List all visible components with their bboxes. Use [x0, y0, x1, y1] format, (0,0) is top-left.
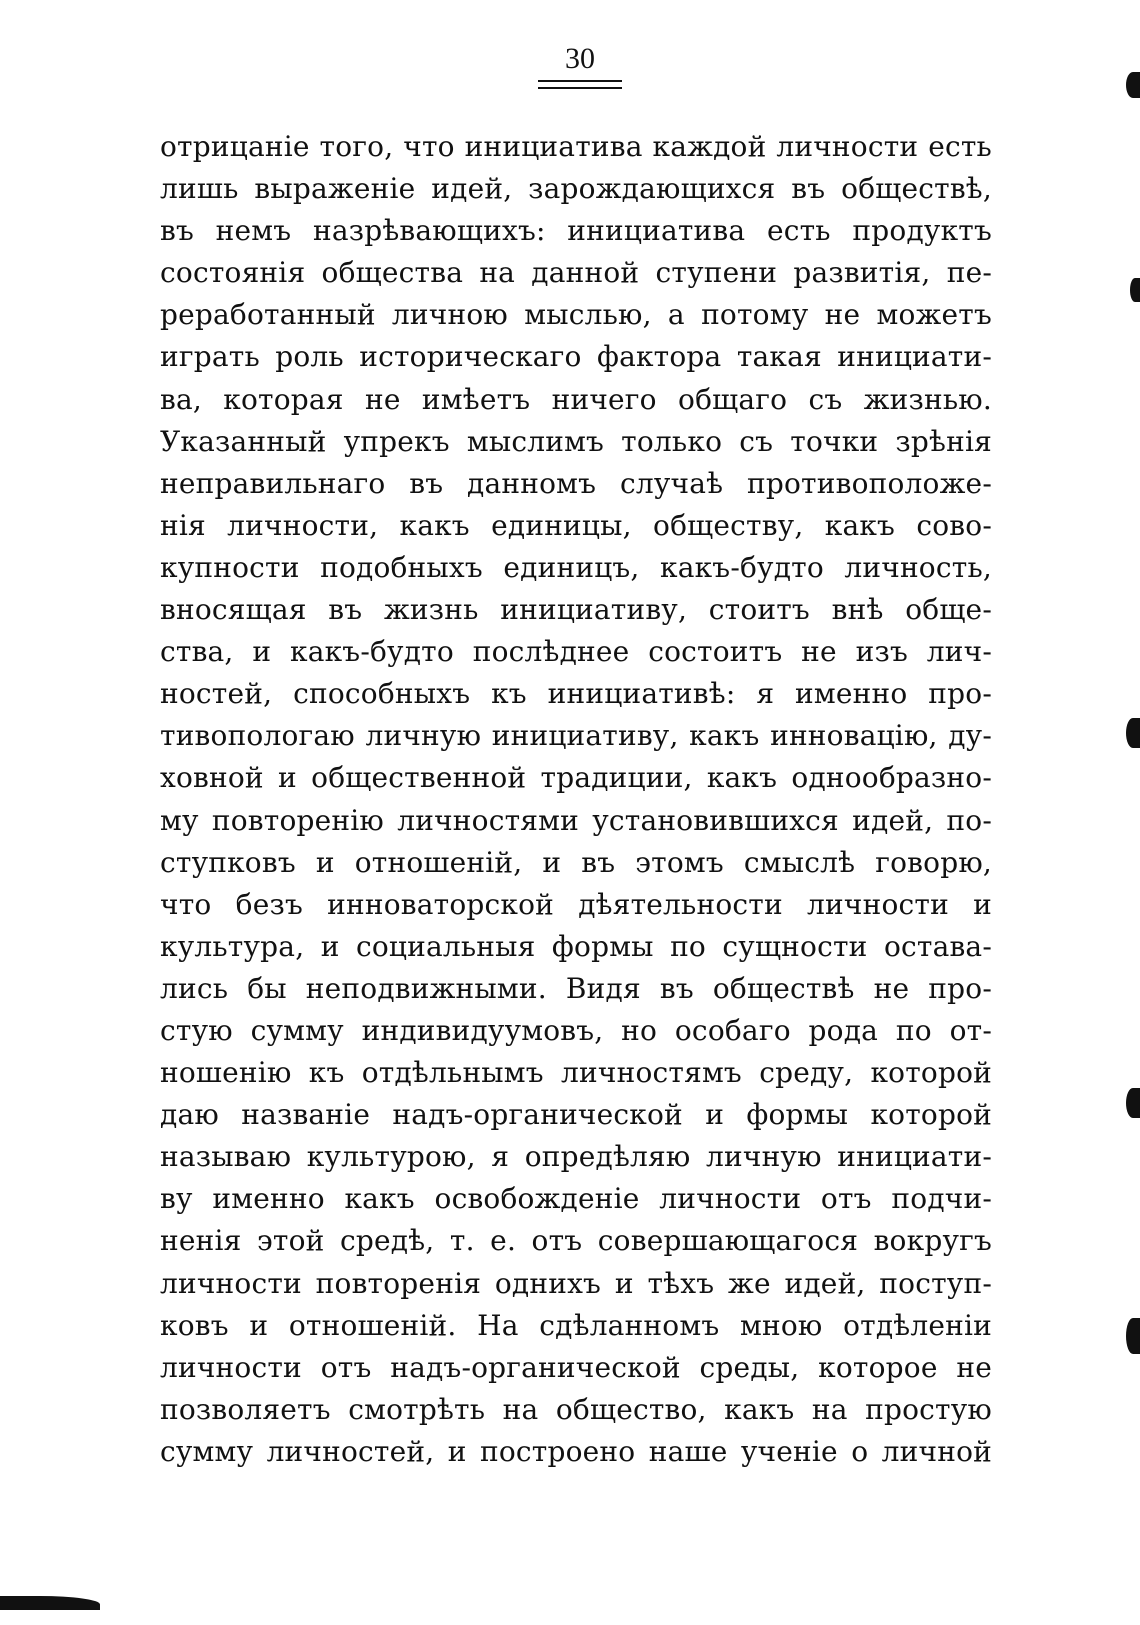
scan-artifact	[1126, 1088, 1140, 1118]
body-text	[160, 126, 992, 1473]
page-header	[530, 42, 630, 89]
text-line: культура, и социальныя формы по сущности остава-	[160, 929, 992, 963]
scan-artifact	[1126, 72, 1140, 98]
text-line: реработанный личною мыслью, а потому не можетъ	[160, 298, 992, 332]
scan-artifact	[1126, 1318, 1140, 1354]
text-line: ства, и какъ-будто послѣднее состоитъ не изъ лич-	[160, 635, 992, 669]
text-line: ненія этой средѣ, т. е. отъ совершающагося вокругъ	[160, 1224, 992, 1258]
scan-artifact	[0, 1596, 100, 1610]
scan-artifact	[1126, 718, 1140, 748]
text-line: ва, которая не имѣетъ ничего общаго съ жизнью.	[160, 382, 992, 416]
text-line: личности отъ надъ-органической среды, которое не	[160, 1350, 992, 1384]
text-line: позволяетъ смотрѣть на общество, какъ на простую	[160, 1392, 992, 1426]
text-line: ву именно какъ освобожденіе личности отъ подчи-	[160, 1182, 992, 1216]
text-line: лишь выраженіе идей, зарождающихся въ обществѣ,	[160, 172, 992, 206]
text-line: состоянія общества на данной ступени развитія, пе-	[160, 256, 992, 290]
text-line: ховной и общественной традиции, какъ однообразно-	[160, 761, 992, 795]
text-line: ступковъ и отношеній, и въ этомъ смыслѣ говорю,	[160, 845, 992, 879]
text-line: тивопологаю личную инициативу, какъ инновацію, ду-	[160, 719, 992, 753]
text-line: личности повторенія однихъ и тѣхъ же идей, поступ-	[160, 1266, 992, 1300]
text-line: ношенію къ отдѣльнымъ личностямъ среду, которой	[160, 1056, 992, 1090]
text-line: сумму личностей, и построено наше ученіе о личной	[160, 1434, 992, 1468]
text-line: ковъ и отношеній. На сдѣланномъ мною отдѣленіи	[160, 1308, 992, 1342]
text-line: Указанный упрекъ мыслимъ только съ точки зрѣнія	[160, 424, 992, 458]
text-line: ностей, способныхъ къ инициативѣ: я именно про-	[160, 677, 992, 711]
text-line: называю культурою, я опредѣляю личную инициати-	[160, 1140, 992, 1174]
text-line: лись бы неподвижными. Видя въ обществѣ не про-	[160, 971, 992, 1005]
text-line: въ немъ назрѣвающихъ: инициатива есть продуктъ	[160, 214, 992, 248]
text-line: нія личности, какъ единицы, обществу, какъ сово-	[160, 508, 992, 542]
text-line: неправильнаго въ данномъ случаѣ противоположе-	[160, 466, 992, 500]
text-line: купности подобныхъ единицъ, какъ-будто личность,	[160, 550, 992, 584]
text-line: вносящая въ жизнь инициативу, стоитъ внѣ обще-	[160, 593, 992, 627]
text-line: даю названіе надъ-органической и формы которой	[160, 1098, 992, 1132]
header-double-rule	[538, 80, 622, 89]
text-line: играть роль историческаго фактора такая инициати-	[160, 340, 992, 374]
page-number: 30	[565, 42, 595, 75]
text-line: стую сумму индивидуумовъ, но особаго рода по от-	[160, 1013, 992, 1047]
text-line: что безъ инноваторской дѣятельности личности и	[160, 887, 992, 921]
text-line: отрицаніе того, что инициатива каждой личности есть	[160, 130, 992, 163]
text-line: му повторенію личностями установившихся идей, по-	[160, 803, 992, 837]
scan-artifact	[1130, 278, 1140, 302]
